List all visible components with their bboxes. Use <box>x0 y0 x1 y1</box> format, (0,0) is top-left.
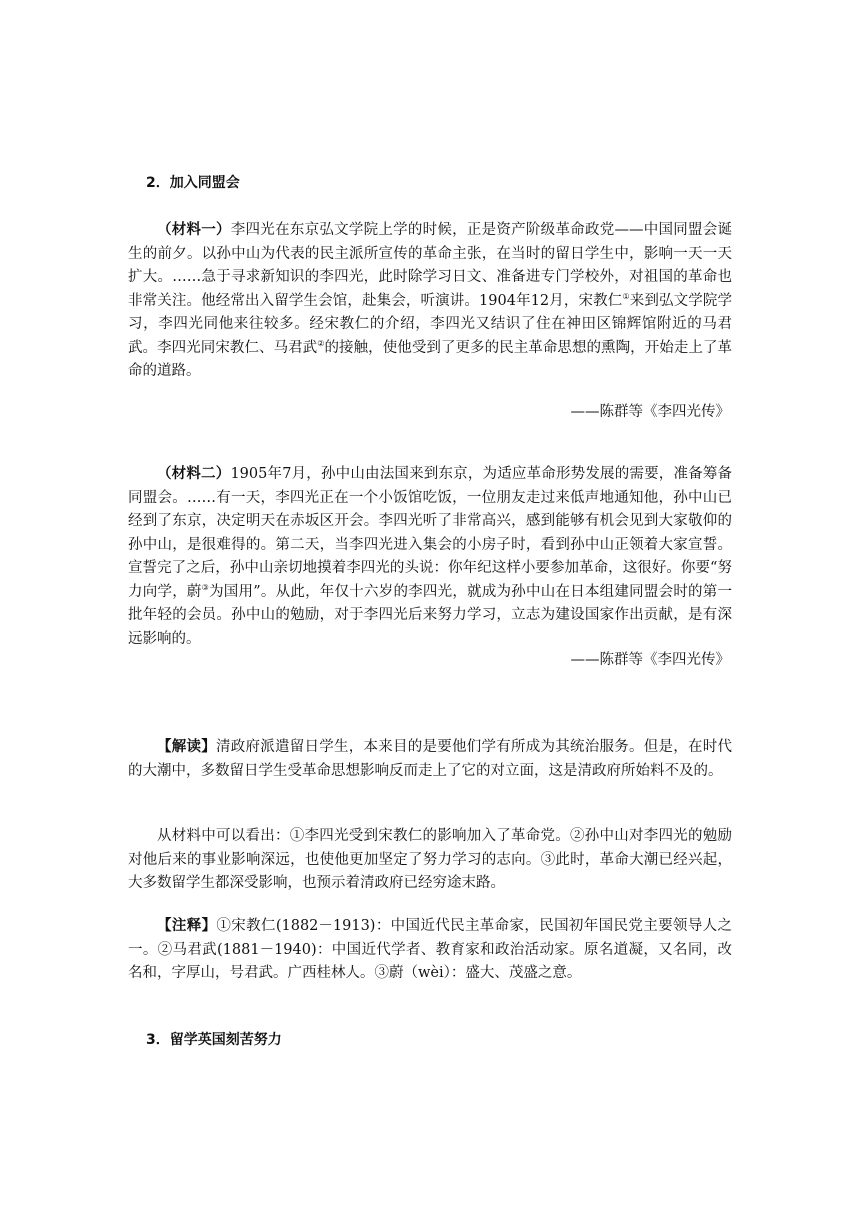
interpretation-paragraph <box>128 735 732 783</box>
material-one-text-part2: 来到弘文学院学习，李四光同他来往较多。经宋教仁的介绍，李四光又结识了住在神田区锦辉馆附近的马君武。李四光同宋教仁、马君武 <box>128 292 733 356</box>
material-one-attribution: ——陈群等《李四光传》 <box>570 404 730 420</box>
interpretation-label: 【解读】 <box>157 738 216 755</box>
material-two-label: （材料二） <box>157 465 231 482</box>
footnote-mark-3: ③ <box>201 582 210 592</box>
footnote-mark-1: ① <box>622 291 630 301</box>
section-heading-study-in-britain: 3．留学英国刻苦努力 <box>146 1032 282 1048</box>
section-heading-join-tongmenghui: 2．加入同盟会 <box>146 175 240 191</box>
interpretation-text: 清政府派遣留日学生，本来目的是要他们学有所成为其统治服务。但是，在时代的大潮中，多数留日学生受革命思想影响反而走上了它的对立面，这是清政府所始料不及的。 <box>128 739 732 779</box>
material-two-paragraph <box>128 462 732 651</box>
footnote-mark-2: ② <box>317 338 325 348</box>
material-one-text-part1: 李四光在东京弘文学院上学的时候，正是资产阶级革命政党——中国同盟会诞生的前夕。以孙中山为代表的民主派所宣传的革命主张，在当时的留日学生中，影响一天一天扩大。……急于寻求新知识的李四光，此时除学习日文、准备进专门学校外，对祖国的革命也非常关注。他经常出入留学生会馆，赴集会，听演讲。1904年12月，宋教仁 <box>128 222 733 309</box>
material-two-text-part1: 1905年7月，孙中山由法国来到东京，为适应革命形势发展的需要，准备筹备同盟会。……有一天，李四光正在一个小饭馆吃饭，一位朋友走过来低声地通知他，孙中山已经到了东京，决定明天在赤坂区开会。李四光听了非常高兴，感到能够有机会见到大家敬仰的孙中山，是很难得的。第二天，当李四光进入集会的小房子时，看到孙中山正领着大家宣誓。宣誓完了之后，孙中山亲切地摸着李四光的头说：你年纪这样小要参加革命，这很好。你要“努力向学，蔚 <box>128 466 733 600</box>
material-one-paragraph <box>128 218 732 384</box>
material-two-attribution: ——陈群等《李四光传》 <box>570 652 730 668</box>
material-two-text-part2: 为国用”。从此，年仅十六岁的李四光，就成为孙中山在日本组建同盟会时的第一批年轻的会员。孙中山的勉励，对于李四光后来努力学习，立志为建设国家作出贡献，是有深远影响的。 <box>128 583 733 647</box>
material-one-text-part3: 的接触，使他受到了更多的民主革命思想的熏陶，开始走上了革命的道路。 <box>128 339 733 379</box>
analysis-paragraph: 从材料中可以看出：①李四光受到宋教仁的影响加入了革命党。②孙中山对李四光的勉励对他后来的事业影响深远，也使他更加坚定了努力学习的志向。③此时，革命大潮已经兴起，大多数留学生都深受影响，也预示着清政府已经穷途末路。 <box>128 828 732 891</box>
notes-paragraph <box>128 914 732 986</box>
notes-text: ①宋教仁(1882－1913)：中国近代民主革命家，民国初年国民党主要领导人之一。②马君武(1881－1940)：中国近代学者、教育家和政治活动家。原名道凝，又名同，改名和，字厚山，号君武。广西桂林人。③蔚（wèi）：盛大、茂盛之意。 <box>128 918 732 981</box>
material-one-label: （材料一） <box>157 221 231 238</box>
notes-label: 【注释】 <box>157 917 217 934</box>
